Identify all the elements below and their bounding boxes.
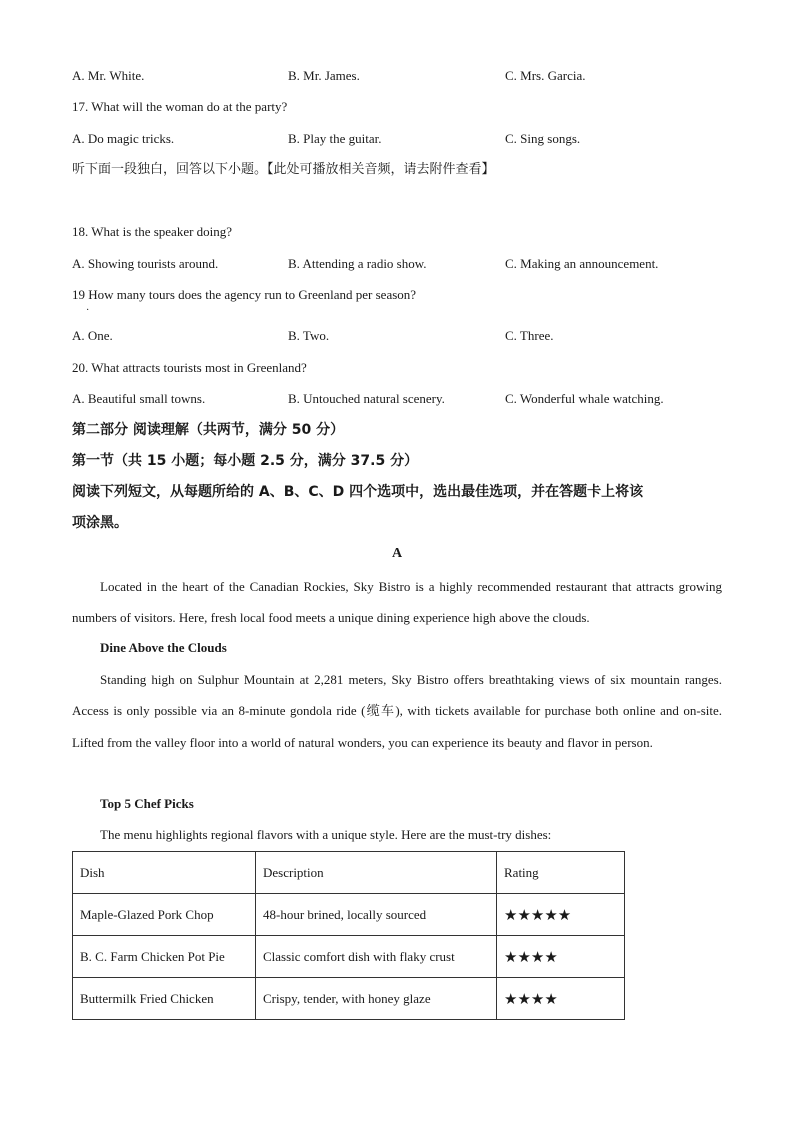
menu-table (72, 851, 625, 1020)
q18-option-b: B. Attending a radio show. (288, 256, 427, 271)
header-description: Description (256, 852, 497, 894)
dish-description: Classic comfort dish with flaky crust (256, 936, 497, 978)
q20-option-a: A. Beautiful small towns. (72, 391, 206, 406)
q19-option-b: B. Two. (288, 328, 330, 343)
passage-intro-text: Located in the heart of the Canadian Rockies, Sky Bistro is a highly recommended restaurant that attracts growing numbers of visitors. Here, fresh local food meets a unique dining experience high above the clouds. (72, 579, 722, 626)
q19-option-a: A. One. (72, 328, 113, 343)
q17-stem: 17. What will the woman do at the party? (72, 99, 288, 114)
q18-option-c: C. Making an announcement. (505, 256, 659, 271)
part-title: 第二部分 阅读理解（共两节，满分 50 分） (72, 422, 345, 438)
table-row (73, 894, 625, 936)
monologue-instruction: 听下面一段独白，回答以下小题。【此处可播放相关音频，请去附件查看】 (72, 162, 495, 177)
table-header-row (73, 852, 625, 894)
dish-name: Buttermilk Fried Chicken (73, 978, 256, 1020)
dish-description: Crispy, tender, with honey glaze (256, 978, 497, 1020)
q16-option-b: B. Mr. James. (288, 68, 360, 83)
menu-intro: The menu highlights regional flavors with a unique style. Here are the must-try dishes: (100, 827, 552, 842)
dish-description: 48-hour brined, locally sourced (256, 894, 497, 936)
q17-option-b: B. Play the guitar. (288, 131, 382, 146)
q18-stem: 18. What is the speaker doing? (72, 224, 233, 239)
q19-option-c: C. Three. (505, 328, 554, 343)
q18-option-a: A. Showing tourists around. (72, 256, 219, 271)
heading-top-5-chef-picks: Top 5 Chef Picks (100, 796, 194, 811)
q17-option-c: C. Sing songs. (505, 131, 581, 146)
passage-body-1-text: Standing high on Sulphur Mountain at 2,281 meters, Sky Bistro offers breathtaking views of six mountain ranges. Access is only possible via an 8-minute gondola ride (缆车), with tickets available for purchase both online and on-site. Lifted from the valley floor into a world of natural wonders, you can experience its beauty and flavor in person. (72, 672, 722, 750)
heading-dine-above-clouds: Dine Above the Clouds (100, 640, 227, 655)
star-rating: ★★★★ (497, 978, 625, 1020)
table-row (73, 978, 625, 1020)
stray-dot: · (86, 305, 90, 316)
q19-stem: 19 How many tours does the agency run to Greenland per season? (72, 287, 417, 302)
instruction-line-2: 项涂黑。 (72, 515, 128, 531)
q16-option-a: A. Mr. White. (72, 68, 145, 83)
header-rating: Rating (497, 852, 625, 894)
instruction-line-1: 阅读下列短文，从每题所给的 A、B、C、D 四个选项中，选出最佳选项，并在答题卡上将该 (72, 484, 644, 500)
table-row (73, 936, 625, 978)
q20-stem: 20. What attracts tourists most in Greenland? (72, 360, 307, 375)
q20-option-c: C. Wonderful whale watching. (505, 391, 664, 406)
passage-label: A (391, 546, 403, 561)
q20-option-b: B. Untouched natural scenery. (288, 391, 445, 406)
header-dish: Dish (73, 852, 256, 894)
star-rating: ★★★★★ (497, 894, 625, 936)
dish-name: B. C. Farm Chicken Pot Pie (73, 936, 256, 978)
q16-option-c: C. Mrs. Garcia. (505, 68, 586, 83)
dish-name: Maple-Glazed Pork Chop (73, 894, 256, 936)
star-rating: ★★★★ (497, 936, 625, 978)
sub-title: 第一节（共 15 小题；每小题 2.5 分，满分 37.5 分） (72, 453, 419, 469)
q17-option-a: A. Do magic tricks. (72, 131, 175, 146)
passage-body-1 (72, 664, 722, 758)
passage-intro (72, 571, 722, 634)
